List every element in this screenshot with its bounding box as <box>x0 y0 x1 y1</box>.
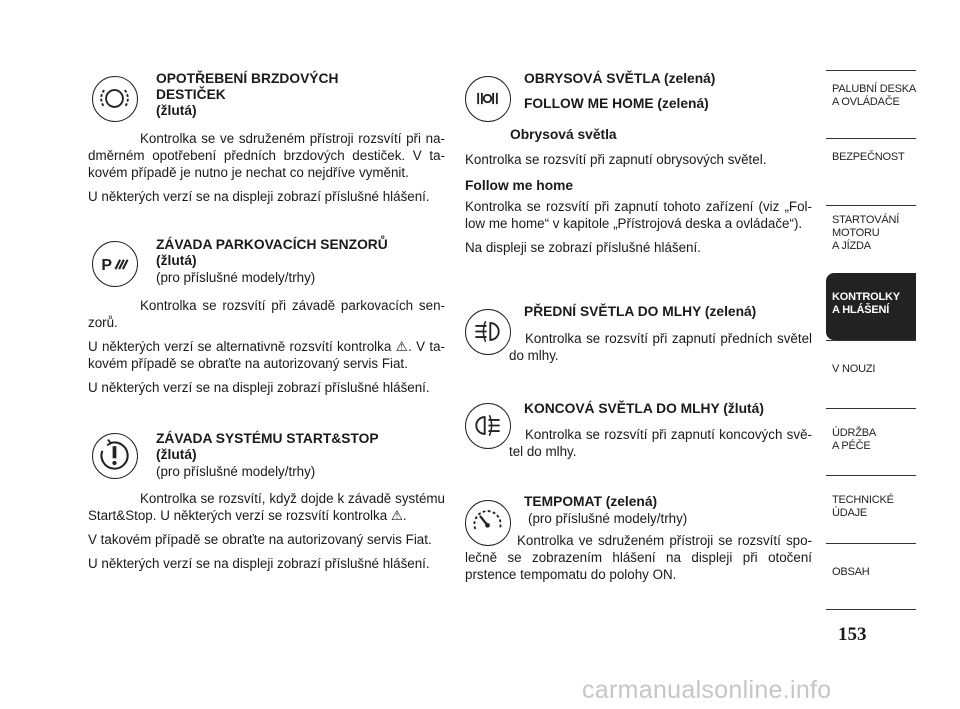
brake-pads-paragraph-1: Kontrolka se ve sdruženém přístroji rozsvítí při nadměrném opotřebení předních brzdových destiček. V takovém případě je nutno je nechat co nejdříve vyměnit. <box>88 131 445 180</box>
front-fog-title-block <box>524 304 756 320</box>
parking-paragraph-1: Kontrolka se rozsvítí při závadě parkovacích senzorů. <box>88 298 445 330</box>
front-fog-title <box>524 304 756 320</box>
tab-label: STARTOVÁNÍ <box>832 214 900 226</box>
position-title-rest: (zelená) <box>660 71 716 86</box>
followme-title-bold: FOLLOW ME HOME <box>524 96 654 111</box>
brake-pads-color: (žlutá) <box>156 103 197 118</box>
tab-label: TECHNICKÉ <box>832 494 894 506</box>
parking-note: (pro příslušné modely/trhy) <box>156 270 316 285</box>
tab-label: A PÉČE <box>832 439 871 452</box>
tab-label: A HLÁŠENÍ <box>832 303 890 316</box>
start-stop-paragraph-1: Kontrolka se rozsvítí, když dojde k závadě systému Start&Stop. U některých verzí se rozsvítí kontrolka ⚠. <box>88 491 445 523</box>
tab-starting-driving[interactable] <box>826 205 916 273</box>
svg-text:P: P <box>101 257 113 275</box>
brake-pads-title-line1: OPOTŘEBENÍ BRZDOVÝCH <box>156 71 339 86</box>
start-stop-paragraph-3: U některých verzí se na displeji zobrazí příslušné hlášení. <box>88 556 430 571</box>
rear-fog-title-rest: (žlutá) <box>719 401 764 416</box>
brake-pads-title-line2: DESTIČEK <box>156 87 226 102</box>
cruise-title-block <box>524 494 687 527</box>
cruise-note: (pro příslušné modely/trhy) <box>528 511 688 526</box>
position-title-line1 <box>524 71 715 87</box>
rear-fog-title-bold: KONCOVÁ SVĚTLA DO MLHY <box>524 401 720 416</box>
brake-pads-title <box>156 71 338 119</box>
position-paragraph-3: Na displeji se zobrazí příslušné hlášení. <box>465 240 701 255</box>
tab-label: KONTROLKY <box>832 290 900 303</box>
watermark: carmanualsonline.info <box>582 676 832 704</box>
chapter-sidebar <box>826 70 916 610</box>
tab-label: PALUBNÍ DESKA <box>832 83 917 95</box>
front-fog-light-icon <box>465 309 511 355</box>
tab-warning-lights-active[interactable] <box>826 273 916 341</box>
tab-label: ÚDAJE <box>832 507 868 519</box>
tab-label: ÚDRŽBA <box>832 426 877 439</box>
position-subtitle: Obrysová světla <box>510 127 617 142</box>
tab-label: OBSAH <box>832 565 870 578</box>
start-stop-paragraph-2: V takovém případě se obraťte na autorizovaný servis Fiat. <box>88 532 432 547</box>
brake-pads-text <box>88 130 445 212</box>
parking-paragraph-3: U některých verzí se na displeji zobrazí příslušné hlášení. <box>88 380 430 395</box>
cruise-title-bold: TEMPOMAT <box>524 494 602 509</box>
tab-label: A OVLÁDAČE <box>832 96 900 108</box>
position-lights-icon <box>465 76 511 122</box>
front-fog-text <box>509 330 812 371</box>
followme-title-rest: (zelená) <box>653 96 709 111</box>
front-fog-title-rest: (zelená) <box>701 304 757 319</box>
position-title-line2 <box>524 96 715 112</box>
followme-paragraph: Kontrolka se rozsvítí při zapnutí tohoto zařízení (viz „Follow me home“ v kapitole „Přístrojová deska a ovládače“). <box>465 199 812 231</box>
tab-maintenance-care[interactable] <box>826 408 916 476</box>
front-fog-title-bold: PŘEDNÍ SVĚTLA DO MLHY <box>524 304 702 319</box>
tab-label: A JÍZDA <box>832 240 871 252</box>
position-title-bold: OBRYSOVÁ SVĚTLA <box>524 71 661 86</box>
tab-safety[interactable] <box>826 138 916 206</box>
tab-label: MOTORU <box>832 227 880 239</box>
tab-technical-data[interactable] <box>826 475 916 543</box>
tab-label: BEZPEČNOST <box>832 150 905 163</box>
cruise-text <box>465 532 812 590</box>
rear-fog-title <box>524 401 764 417</box>
start-stop-title-block <box>156 431 379 480</box>
page-number: 153 <box>838 624 867 645</box>
tab-emergency[interactable] <box>826 340 916 408</box>
tab-dashboard-controls[interactable] <box>826 70 916 138</box>
parking-title: ZÁVADA PARKOVACÍCH SENZORŮ <box>156 237 388 252</box>
tab-contents[interactable] <box>826 543 916 611</box>
parking-color: (žlutá) <box>156 253 197 268</box>
start-stop-title: ZÁVADA SYSTÉMU START&STOP <box>156 431 379 446</box>
rear-fog-text <box>509 426 812 467</box>
parking-paragraph-2: U některých verzí se alternativně rozsvítí kontrolka ⚠. V takovém případě se obraťte na autorizovaný servis Fiat. <box>88 339 445 371</box>
rear-fog-light-icon <box>465 403 511 449</box>
rear-fog-paragraph: Kontrolka se rozsvítí při zapnutí koncových světel do mlhy. <box>509 427 812 459</box>
cruise-title <box>524 494 687 510</box>
start-stop-text <box>88 490 445 579</box>
cruise-title-rest: (zelená) <box>601 494 658 509</box>
brake-pads-paragraph-2: U některých verzí se na displeji zobrazí příslušné hlášení. <box>88 189 430 204</box>
cruise-paragraph: Kontrolka ve sdruženém přístroji se rozsvítí společně se zobrazením hlášení na displeji při otočení prstence tempomatu do polohy ON. <box>465 533 812 582</box>
rear-fog-title-block <box>524 401 764 417</box>
parking-sensor-fault-icon <box>92 241 138 287</box>
position-title-block <box>524 71 715 112</box>
start-stop-fault-icon <box>92 433 138 479</box>
tab-label: V NOUZI <box>832 363 876 375</box>
start-stop-color: (žlutá) <box>156 447 197 462</box>
parking-text <box>88 297 445 403</box>
followme-subtitle: Follow me home <box>465 178 574 193</box>
front-fog-paragraph: Kontrolka se rozsvítí při zapnutí předních světel do mlhy. <box>509 331 812 363</box>
parking-title-block <box>156 237 388 286</box>
position-text <box>465 127 812 263</box>
brake-pads-warning-icon <box>92 76 138 122</box>
start-stop-note: (pro příslušné modely/trhy) <box>156 464 316 479</box>
position-paragraph-1: Kontrolka se rozsvítí při zapnutí obrysových světel. <box>465 152 767 167</box>
